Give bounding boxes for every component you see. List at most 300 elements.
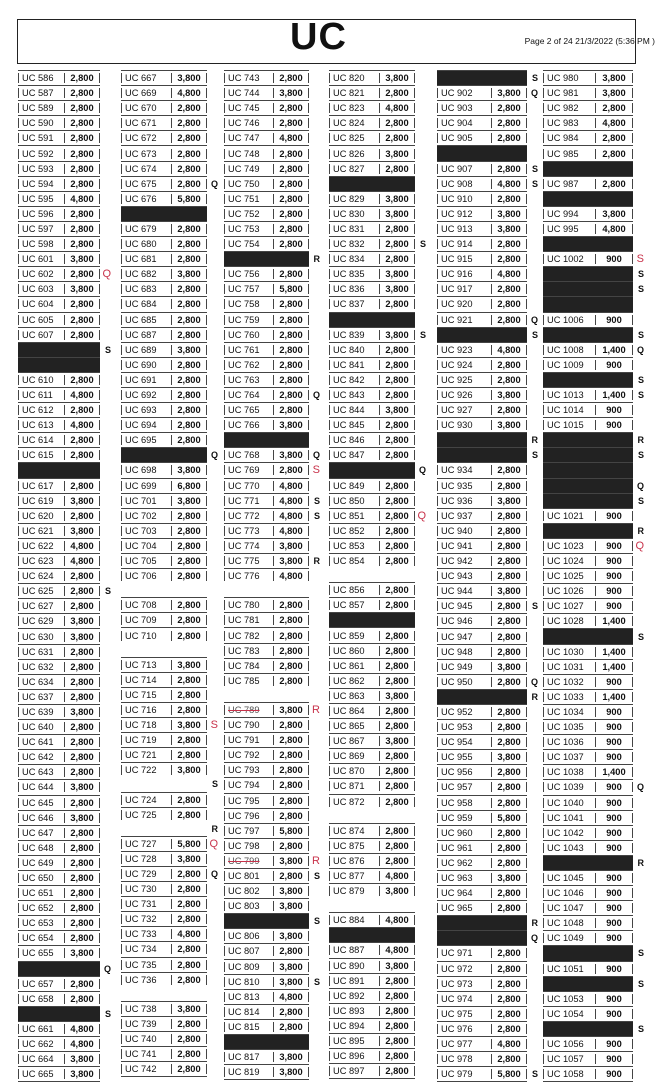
- amount: 4,800: [273, 992, 309, 1002]
- unit-code: UC 612: [18, 405, 64, 415]
- unit-code: UC 772: [224, 511, 273, 521]
- amount: 2,800: [379, 239, 415, 249]
- unit-code: UC 841: [329, 360, 379, 370]
- amount: 2,800: [491, 888, 527, 898]
- unit-code: UC 673: [121, 149, 171, 159]
- amount: 2,800: [171, 254, 207, 264]
- unit-code: UC 1009: [543, 360, 595, 370]
- amount: 2,800: [379, 631, 415, 641]
- table-row: [224, 100, 309, 115]
- unit-code: UC 667: [121, 73, 171, 83]
- amount: 2,800: [491, 707, 527, 717]
- unit-code: UC 975: [437, 1009, 491, 1019]
- unit-code: UC 896: [329, 1051, 379, 1061]
- table-row: [18, 583, 111, 598]
- amount: 2,800: [595, 179, 633, 189]
- unit-code: UC 713: [121, 660, 171, 670]
- amount: 2,800: [491, 767, 527, 777]
- amount: 2,800: [379, 646, 415, 656]
- unit-code: UC 1002: [543, 254, 595, 264]
- unit-code: UC 879: [329, 886, 379, 896]
- table-row: [437, 342, 527, 357]
- table-row: [121, 432, 207, 447]
- unit-code: UC 1043: [543, 843, 595, 853]
- table-row: [18, 508, 100, 523]
- unit-code: UC 658: [18, 994, 64, 1004]
- amount: 3,800: [64, 1069, 100, 1079]
- amount: 1,400: [595, 647, 633, 657]
- unit-code: UC 814: [224, 1007, 273, 1017]
- redacted-row: [224, 432, 309, 447]
- table-row: [18, 523, 100, 538]
- table-row: [437, 900, 527, 915]
- unit-code: UC 954: [437, 737, 491, 747]
- amount: 2,800: [491, 239, 527, 249]
- table-row: [121, 777, 218, 791]
- table-row: [543, 704, 633, 719]
- table-row: [18, 145, 100, 160]
- unit-code: UC 665: [18, 1069, 64, 1079]
- amount: 3,800: [171, 720, 207, 730]
- unit-code: UC 605: [18, 315, 64, 325]
- amount: 2,800: [64, 647, 100, 657]
- table-row: [18, 206, 100, 221]
- amount: 2,800: [491, 994, 527, 1004]
- table-row: [329, 206, 415, 221]
- amount: 2,800: [595, 133, 633, 143]
- unit-code: UC 640: [18, 722, 64, 732]
- amount: 4,800: [491, 179, 527, 189]
- status-mark: Q: [636, 480, 644, 491]
- amount: 2,800: [273, 179, 309, 189]
- table-row: [224, 402, 309, 417]
- amount: 2,800: [379, 721, 415, 731]
- table-row: [329, 251, 415, 266]
- unit-code: UC 835: [329, 269, 379, 279]
- unit-code: UC 592: [18, 149, 64, 159]
- unit-code: UC 758: [224, 299, 273, 309]
- table-row: [543, 312, 633, 327]
- table-row: [329, 447, 415, 462]
- unit-code: UC 925: [437, 375, 491, 385]
- table-row: [18, 70, 100, 85]
- redacted-row: [543, 478, 644, 493]
- amount: 2,800: [273, 315, 309, 325]
- status-mark: Q: [530, 314, 538, 325]
- table-row: [543, 130, 633, 145]
- status-mark: R: [531, 691, 538, 702]
- amount: 2,800: [171, 899, 207, 909]
- amount: 2,800: [273, 646, 309, 656]
- amount: 2,800: [491, 782, 527, 792]
- table-row: [329, 553, 415, 568]
- table-row: [329, 1033, 415, 1048]
- amount: 2,800: [491, 1024, 527, 1034]
- table-row: [121, 583, 207, 597]
- table-row: [121, 1031, 207, 1046]
- table-row: [437, 734, 527, 749]
- table-row: [437, 251, 527, 266]
- unit-code: UC 759: [224, 315, 273, 325]
- redacted-row: [543, 161, 633, 176]
- amount: 2,800: [491, 526, 527, 536]
- amount: 900: [595, 315, 633, 325]
- amount: 2,800: [273, 375, 309, 385]
- amount: 2,800: [379, 496, 415, 506]
- status-mark: S: [419, 329, 426, 340]
- unit-code: UC 792: [224, 750, 273, 760]
- page-title: UC: [290, 16, 347, 58]
- unit-code: UC 753: [224, 224, 273, 234]
- table-row: [18, 478, 100, 493]
- table-row: [18, 613, 100, 628]
- table-row: [329, 794, 415, 809]
- unit-code: UC 775: [224, 556, 273, 566]
- table-row: [543, 961, 633, 976]
- table-row: [224, 658, 309, 673]
- unit-code: UC 654: [18, 933, 64, 943]
- table-row: [329, 823, 415, 838]
- table-row: [121, 221, 207, 236]
- table-row: [437, 161, 538, 176]
- amount: 4,800: [491, 269, 527, 279]
- table-row: [437, 402, 527, 417]
- unit-code: UC 834: [329, 254, 379, 264]
- table-row: [543, 779, 644, 794]
- amount: 2,800: [171, 735, 207, 745]
- table-row: [543, 85, 633, 100]
- amount: 2,800: [379, 541, 415, 551]
- amount: 900: [595, 737, 633, 747]
- unit-code: UC 907: [437, 164, 491, 174]
- table-row: [224, 989, 309, 1004]
- table-row: [18, 915, 100, 930]
- amount: 900: [595, 677, 633, 687]
- table-row: [18, 795, 100, 810]
- status-mark: R: [312, 854, 320, 867]
- amount: 2,800: [273, 164, 309, 174]
- amount: 2,800: [379, 360, 415, 370]
- unit-code: UC 987: [543, 179, 595, 189]
- amount: 5,800: [171, 839, 207, 849]
- unit-code: UC 817: [224, 1052, 273, 1062]
- amount: 2,800: [491, 737, 527, 747]
- amount: 2,800: [171, 960, 207, 970]
- unit-code: UC 904: [437, 118, 491, 128]
- table-row: [329, 387, 415, 402]
- amount: 4,800: [64, 1024, 100, 1034]
- unit-code: UC 637: [18, 692, 64, 702]
- amount: 4,800: [273, 526, 309, 536]
- table-row: [121, 478, 207, 493]
- table-row: [437, 115, 527, 130]
- table-row: [437, 991, 527, 1006]
- amount: 3,800: [273, 1067, 309, 1077]
- unit-code: UC 647: [18, 828, 64, 838]
- table-row: [437, 885, 527, 900]
- amount: 3,800: [491, 873, 527, 883]
- table-row: [329, 853, 415, 868]
- amount: 2,800: [64, 662, 100, 672]
- unit-code: UC 852: [329, 526, 379, 536]
- table-row: [121, 1001, 207, 1016]
- amount: 4,800: [379, 915, 415, 925]
- table-row: [329, 296, 415, 311]
- unit-code: UC 963: [437, 873, 491, 883]
- unit-code: UC 924: [437, 360, 491, 370]
- table-row: [437, 478, 527, 493]
- table-row: [121, 1046, 207, 1061]
- amount: 2,800: [64, 315, 100, 325]
- code-column: [121, 70, 218, 1077]
- amount: 2,800: [491, 481, 527, 491]
- status-mark: Q: [636, 344, 644, 355]
- amount: 2,800: [379, 133, 415, 143]
- table-row: [18, 840, 100, 855]
- unit-code: UC 1026: [543, 586, 595, 596]
- table-row: [121, 762, 207, 777]
- table-row: [121, 251, 207, 266]
- unit-code: UC 661: [18, 1024, 64, 1034]
- amount: 900: [595, 707, 633, 717]
- unit-code: UC 773: [224, 526, 273, 536]
- amount: 3,800: [491, 88, 527, 98]
- amount: 4,800: [273, 133, 309, 143]
- unit-code: UC 749: [224, 164, 273, 174]
- amount: 2,800: [64, 511, 100, 521]
- unit-code: UC 627: [18, 601, 64, 611]
- table-row: [329, 718, 415, 733]
- redacted-row: [18, 357, 100, 372]
- table-row: [224, 130, 309, 145]
- table-row: [437, 236, 527, 251]
- amount: 2,800: [273, 465, 309, 475]
- table-row: [437, 85, 538, 100]
- unit-code: UC 860: [329, 646, 379, 656]
- amount: 2,800: [379, 706, 415, 716]
- amount: 2,800: [379, 390, 415, 400]
- unit-code: UC 594: [18, 179, 64, 189]
- table-row: [329, 100, 415, 115]
- amount: 2,800: [171, 103, 207, 113]
- unit-code: UC 974: [437, 994, 491, 1004]
- amount: 900: [595, 903, 633, 913]
- status-mark: R: [637, 435, 644, 446]
- amount: 2,800: [491, 647, 527, 657]
- table-row: [437, 945, 527, 960]
- status-mark: S: [531, 1069, 538, 1080]
- table-row: [224, 732, 309, 747]
- table-row: [437, 508, 527, 523]
- unit-code: UC 862: [329, 676, 379, 686]
- amount: 2,800: [171, 795, 207, 805]
- amount: 900: [595, 360, 633, 370]
- amount: 2,800: [171, 556, 207, 566]
- table-row: [121, 100, 207, 115]
- unit-code: UC 691: [121, 375, 171, 385]
- amount: 3,800: [379, 284, 415, 294]
- status-mark: S: [637, 374, 644, 385]
- status-mark: Q: [418, 465, 426, 476]
- amount: 3,800: [273, 1052, 309, 1062]
- table-row: [543, 115, 633, 130]
- amount: 2,800: [171, 420, 207, 430]
- amount: 1,400: [595, 692, 633, 702]
- table-row: [18, 447, 100, 462]
- unit-code: UC 1049: [543, 933, 595, 943]
- table-row: [543, 342, 644, 357]
- table-row: [543, 613, 633, 628]
- table-row: [121, 926, 207, 941]
- table-row: [437, 961, 527, 976]
- table-row: [329, 942, 415, 957]
- amount: 5,800: [171, 194, 207, 204]
- amount: 2,800: [64, 933, 100, 943]
- table-row: [224, 145, 309, 160]
- redacted-row: [543, 266, 644, 281]
- unit-code: UC 976: [437, 1024, 491, 1034]
- table-row: [329, 597, 415, 612]
- amount: 2,800: [491, 571, 527, 581]
- table-row: [18, 704, 100, 719]
- unit-code: UC 611: [18, 390, 64, 400]
- table-row: [437, 266, 527, 281]
- amount: 2,800: [171, 118, 207, 128]
- amount: 2,800: [273, 224, 309, 234]
- unit-code: UC 985: [543, 149, 595, 159]
- unit-code: UC 710: [121, 631, 171, 641]
- table-row: [437, 870, 527, 885]
- unit-code: UC 842: [329, 375, 379, 385]
- unit-code: UC 861: [329, 661, 379, 671]
- unit-code: UC 674: [121, 164, 171, 174]
- status-mark: S: [313, 495, 320, 506]
- status-mark: S: [531, 601, 538, 612]
- unit-code: UC 960: [437, 828, 491, 838]
- amount: 3,800: [273, 886, 309, 896]
- table-row: [18, 1066, 100, 1082]
- unit-code: UC 732: [121, 914, 171, 924]
- unit-code: UC 1038: [543, 767, 595, 777]
- amount: 2,800: [171, 975, 207, 985]
- table-row: [121, 896, 207, 911]
- unit-code: UC 629: [18, 616, 64, 626]
- amount: 2,800: [273, 631, 309, 641]
- table-row: [18, 1051, 100, 1066]
- table-row: [437, 674, 538, 689]
- unit-code: UC 1015: [543, 420, 595, 430]
- amount: 3,800: [64, 526, 100, 536]
- amount: 3,800: [491, 752, 527, 762]
- amount: 2,800: [491, 103, 527, 113]
- amount: 2,800: [64, 979, 100, 989]
- amount: 2,800: [171, 1049, 207, 1059]
- table-row: [329, 868, 415, 883]
- unit-code: UC 791: [224, 735, 273, 745]
- amount: 2,800: [491, 541, 527, 551]
- amount: 4,800: [171, 88, 207, 98]
- table-row: [224, 959, 309, 974]
- table-row: [18, 930, 100, 945]
- amount: 4,800: [64, 541, 100, 551]
- amount: 3,800: [64, 782, 100, 792]
- amount: 3,800: [171, 765, 207, 775]
- unit-code: UC 698: [121, 465, 171, 475]
- table-row: [437, 417, 527, 432]
- table-row: [18, 538, 100, 553]
- amount: 2,800: [379, 826, 415, 836]
- table-row: [329, 688, 415, 703]
- amount: 2,800: [491, 632, 527, 642]
- amount: 2,800: [379, 856, 415, 866]
- unit-code: UC 735: [121, 960, 171, 970]
- amount: 2,800: [171, 705, 207, 715]
- table-row: [224, 236, 309, 251]
- table-row: [437, 387, 527, 402]
- page-info: Page 2 of 24 21/3/2022 (5:36 PM ): [524, 36, 655, 46]
- amount: 2,800: [171, 299, 207, 309]
- unit-code: UC 980: [543, 73, 595, 83]
- unit-code: UC 782: [224, 631, 273, 641]
- amount: 2,800: [273, 615, 309, 625]
- unit-code: UC 718: [121, 720, 171, 730]
- table-row: [329, 898, 415, 912]
- unit-code: UC 703: [121, 526, 171, 536]
- status-mark: S: [637, 390, 644, 401]
- table-row: [543, 538, 644, 553]
- table-row: [437, 100, 527, 115]
- table-row: [121, 462, 207, 477]
- table-row: [224, 85, 309, 100]
- table-row: [437, 1051, 527, 1066]
- unit-code: UC 979: [437, 1069, 491, 1079]
- amount: 2,800: [491, 284, 527, 294]
- unit-code: UC 826: [329, 149, 379, 159]
- amount: 2,800: [64, 481, 100, 491]
- amount: 2,800: [273, 209, 309, 219]
- unit-code: UC 840: [329, 345, 379, 355]
- table-row: [437, 719, 527, 734]
- unit-code: UC 825: [329, 133, 379, 143]
- table-row: [121, 191, 207, 206]
- unit-code: UC 670: [121, 103, 171, 113]
- unit-code: UC 644: [18, 782, 64, 792]
- status-mark: Q: [530, 676, 538, 687]
- table-row: [543, 795, 633, 810]
- table-row: [329, 643, 415, 658]
- table-row: [437, 795, 527, 810]
- amount: 2,800: [64, 435, 100, 445]
- status-mark: Q: [103, 963, 111, 974]
- unit-code: UC 675: [121, 179, 171, 189]
- unit-code: UC 1056: [543, 1039, 595, 1049]
- table-row: [121, 911, 207, 926]
- unit-code: UC 857: [329, 600, 379, 610]
- amount: 2,800: [64, 918, 100, 928]
- unit-code: UC 623: [18, 556, 64, 566]
- amount: 900: [595, 843, 633, 853]
- table-row: [18, 312, 100, 327]
- unit-code: UC 730: [121, 884, 171, 894]
- table-row: [224, 1064, 309, 1080]
- table-row: [437, 372, 527, 387]
- amount: 2,800: [379, 841, 415, 851]
- unit-code: UC 716: [121, 705, 171, 715]
- status-mark: S: [211, 779, 218, 790]
- unit-code: UC 943: [437, 571, 491, 581]
- table-row: [121, 387, 207, 402]
- amount: 2,800: [491, 299, 527, 309]
